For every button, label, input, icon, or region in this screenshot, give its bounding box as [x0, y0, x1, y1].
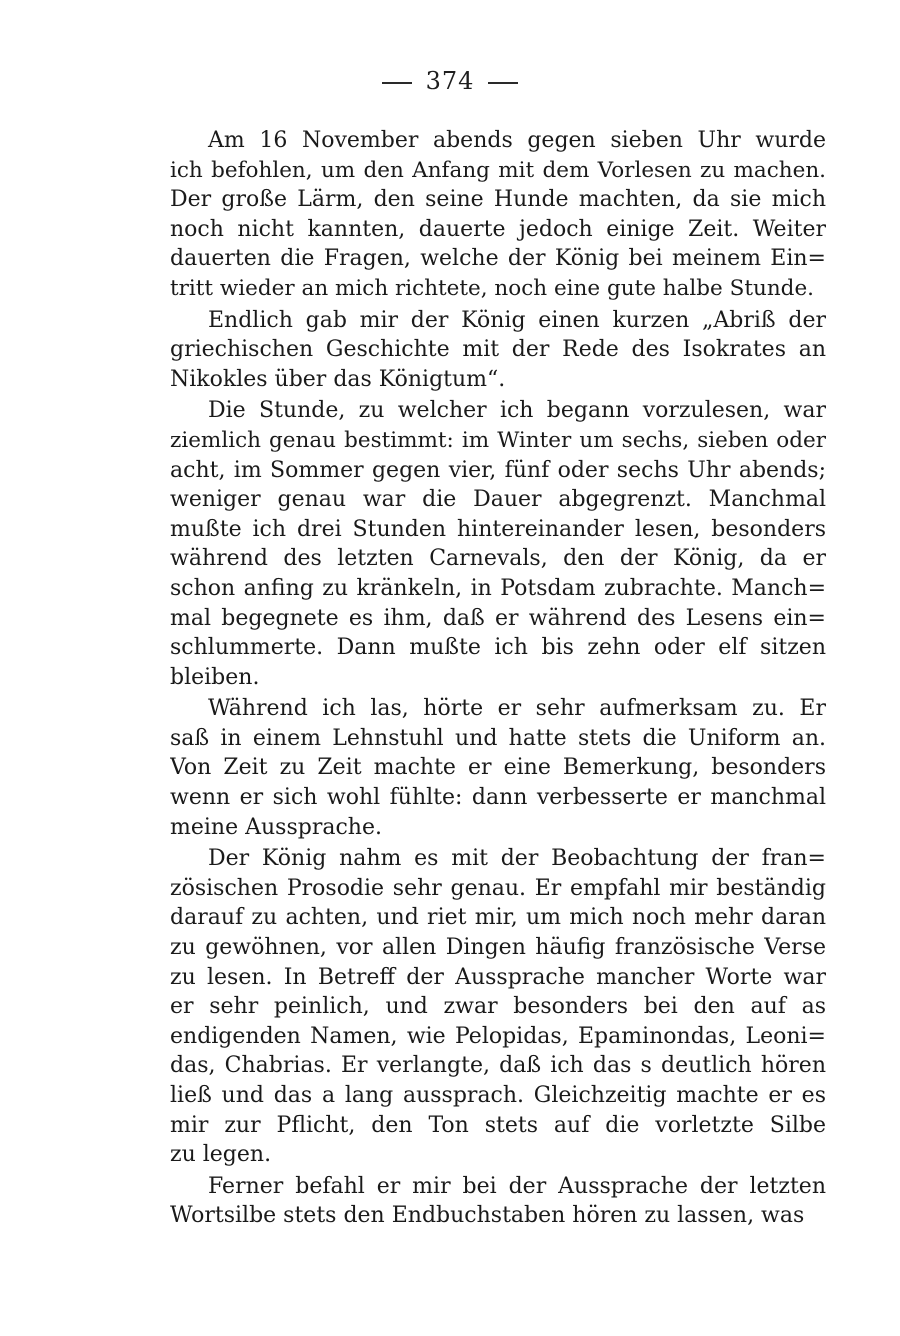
text-line: saß in einem Lehnstuhl und hatte stets die Uniform an. — [170, 725, 826, 751]
text-line: zu legen. — [170, 1142, 272, 1168]
text-line: Von Zeit zu Zeit machte er eine Bemerkung, besonders — [170, 755, 826, 781]
paragraph — [170, 694, 826, 842]
paragraph — [170, 396, 826, 692]
header-dash-right — [488, 82, 518, 84]
text-line: Der König nahm es mit der Beobachtung der fran= — [208, 846, 826, 872]
text-line: Der große Lärm, den seine Hunde machten, da sie mich — [170, 187, 826, 213]
text-line: wenn er sich wohl fühlte: dann verbesserte er manchmal — [170, 785, 826, 811]
text-line: ziemlich genau bestimmt: im Winter um sechs, sieben oder — [170, 427, 826, 453]
text-line: zu gewöhnen, vor allen Dingen häufig französische Verse — [170, 935, 826, 961]
text-line: tritt wieder an mich richtete, noch eine gute halbe Stunde. — [170, 275, 815, 301]
page-number: 374 — [425, 67, 475, 95]
text-line: schlummerte. Dann mußte ich bis zehn oder elf sitzen — [170, 635, 826, 661]
text-line: schon anfing zu kränkeln, in Potsdam zubrachte. Manch= — [170, 575, 826, 601]
text-line: er sehr peinlich, und zwar besonders bei den auf as — [170, 994, 826, 1020]
text-line: Die Stunde, zu welcher ich begann vorzulesen, war — [208, 398, 826, 424]
text-line: während des letzten Carnevals, den der König, da er — [170, 546, 826, 572]
text-line: mußte ich drei Stunden hintereinander lesen, besonders — [170, 516, 826, 542]
header-dash-left — [382, 82, 412, 84]
text-line: darauf zu achten, und riet mir, um mich noch mehr daran — [170, 905, 826, 931]
text-line: ich befohlen, um den Anfang mit dem Vorlesen zu machen. — [170, 157, 826, 183]
text-line: endigenden Namen, wie Pelopidas, Epaminondas, Leoni= — [170, 1023, 826, 1049]
text-line: zu lesen. In Betreff der Aussprache mancher Worte war — [170, 964, 826, 990]
paragraph — [170, 844, 826, 1170]
page-header — [0, 66, 900, 96]
text-line: mal begegnete es ihm, daß er während des Lesens ein= — [170, 605, 826, 631]
paragraph — [170, 126, 826, 304]
text-line: Endlich gab mir der König einen kurzen „Abriß der — [208, 307, 826, 333]
text-line: weniger genau war die Dauer abgegrenzt. Manchmal — [170, 487, 826, 513]
text-line: griechischen Geschichte mit der Rede des Isokrates an — [170, 337, 826, 363]
text-line: Ferner befahl er mir bei der Aussprache der letzten — [208, 1173, 826, 1199]
text-line: meine Aussprache. — [170, 814, 382, 840]
text-line: Wortsilbe stets den Endbuchstaben hören zu lassen, was — [170, 1203, 805, 1229]
text-line: bleiben. — [170, 664, 260, 690]
text-line: mir zur Pflicht, den Ton stets auf die vorletzte Silbe — [170, 1112, 826, 1138]
text-line: das, Chabrias. Er verlangte, daß ich das s deutlich hören — [170, 1053, 826, 1079]
body-text — [170, 126, 826, 1231]
text-line: Während ich las, hörte er sehr aufmerksam zu. Er — [208, 696, 826, 722]
text-line: Nikokles über das Königtum“. — [170, 366, 506, 392]
text-line: noch nicht kannten, dauerte jedoch einige Zeit. Weiter — [170, 216, 826, 242]
text-line: ließ und das a lang aussprach. Gleichzeitig machte er es — [170, 1083, 826, 1108]
text-line: dauerten die Fragen, welche der König bei meinem Ein= — [170, 246, 826, 272]
text-line: Am 16 November abends gegen sieben Uhr wurde — [208, 128, 826, 153]
paragraph — [170, 306, 826, 395]
paragraph — [170, 1172, 826, 1231]
text-line: acht, im Sommer gegen vier, fünf oder sechs Uhr abends; — [170, 457, 826, 483]
text-line: zösischen Prosodie sehr genau. Er empfahl mir beständig — [170, 875, 826, 901]
